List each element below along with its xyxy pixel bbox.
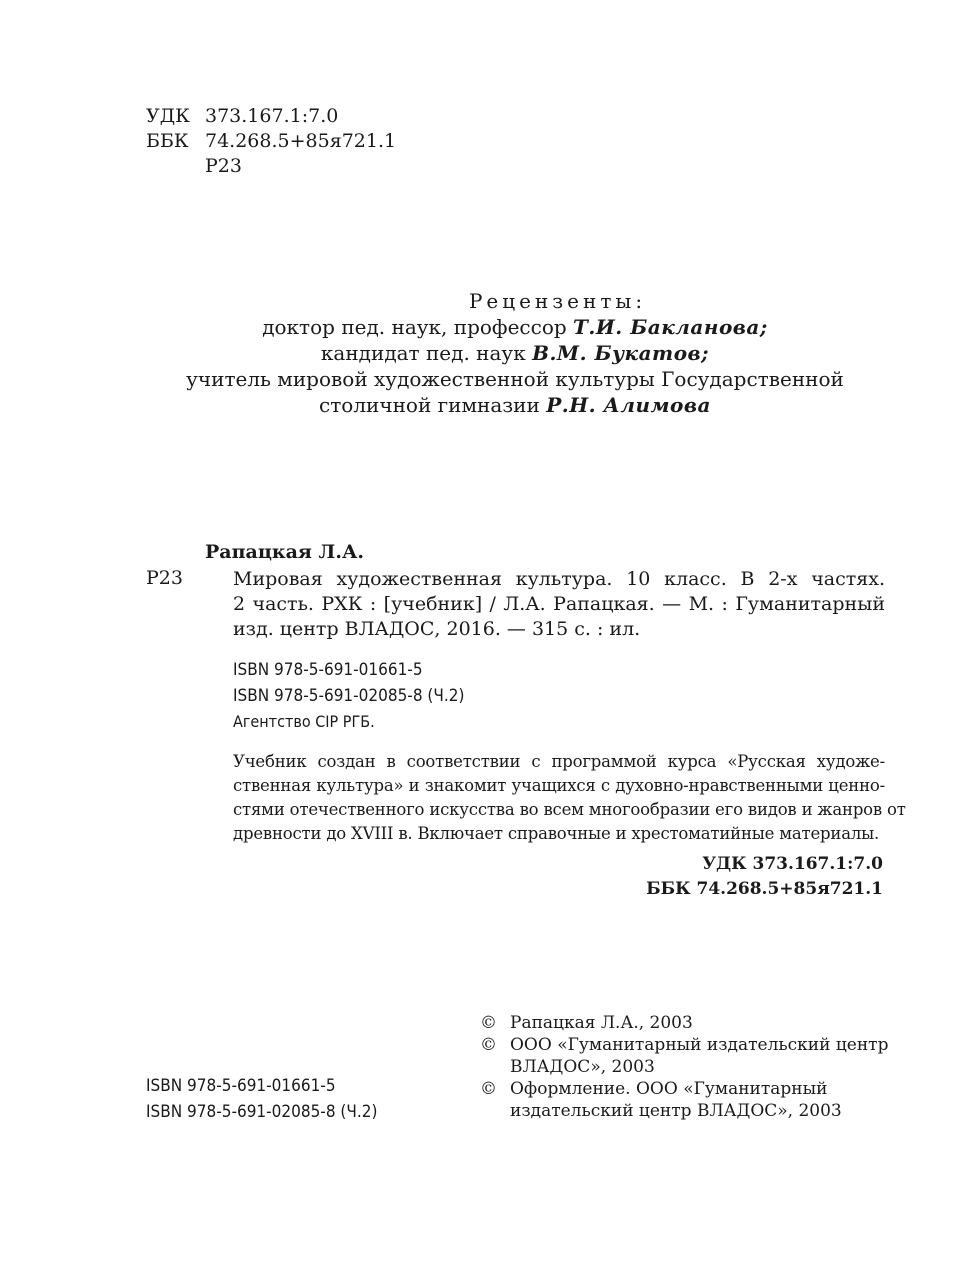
- description-line: Мировая художественная культура. 10 класс. В 2-х частях.: [233, 568, 885, 590]
- reviewer-name: Р.Н. Алимова: [546, 393, 711, 417]
- author-mark: Р23: [205, 155, 242, 177]
- abstract-line: Учебник создан в соответствии с программой курса «Русская художе-: [233, 752, 885, 771]
- reviewer-line: кандидат пед. наук В.М. Букатов;: [320, 341, 710, 365]
- abstract-line: ственная культура» и знакомит учащихся с духовно-нравственными ценно-: [233, 776, 885, 795]
- udk-value: 373.167.1:7.0: [205, 105, 339, 127]
- bbk-value: 74.268.5+85я721.1: [205, 130, 397, 152]
- reviewer-name: В.М. Букатов;: [532, 341, 710, 365]
- abstract-line: стями отечественного искусства во всем многообразии его видов и жанров от: [233, 800, 906, 819]
- description-line: изд. центр ВЛАДОС, 2016. — 315 с. : ил.: [233, 618, 641, 640]
- bbk-label: ББК: [146, 130, 189, 152]
- reviewers-block: [0, 288, 975, 418]
- description-line: 2 часть. РХК : [учебник] / Л.А. Рапацкая. — М. : Гуманитарный: [233, 593, 885, 615]
- reviewer-line: доктор пед. наук, профессор Т.И. Бакланова;: [262, 315, 768, 339]
- abstract-line: древности до XVIII в. Включает справочные и хрестоматийные материалы.: [233, 824, 880, 843]
- bbk-right: ББК 74.268.5+85я721.1: [646, 879, 883, 899]
- book-description: [233, 567, 885, 642]
- copyright-icon: ©: [480, 1013, 497, 1033]
- classification-block: [146, 104, 396, 179]
- reviewer-name: Т.И. Бакланова;: [573, 315, 768, 339]
- isbn-block: [233, 657, 464, 735]
- copyright-entry: © Рапацкая Л.А., 2003: [480, 1013, 693, 1033]
- copyright-block: [480, 1012, 888, 1122]
- udk-right: УДК 373.167.1:7.0: [702, 854, 883, 874]
- isbn-line: ISBN 978-5-691-01661-5: [146, 1076, 336, 1096]
- cip-agency: Агентство CIP РГБ.: [233, 712, 375, 731]
- isbn-line: ISBN 978-5-691-02085-8 (Ч.2): [146, 1102, 378, 1122]
- isbn-bottom: [146, 1073, 377, 1125]
- copyright-icon: ©: [480, 1079, 497, 1099]
- copyright-icon: ©: [480, 1035, 497, 1055]
- isbn-line: ISBN 978-5-691-01661-5: [233, 660, 423, 680]
- copyright-entry: © ООО «Гуманитарный издательский центр ВЛАДОС», 2003: [480, 1035, 889, 1077]
- reviewer-line: учитель мировой художественной культуры Государственной: [186, 367, 844, 391]
- abstract: [233, 750, 906, 846]
- book-author: Рапацкая Л.А.: [205, 541, 365, 563]
- classification-right: [646, 852, 883, 902]
- reviewers-heading: Рецензенты:: [468, 289, 647, 313]
- book-code: Р23: [146, 567, 183, 589]
- reviewer-line: столичной гимназии Р.Н. Алимова: [319, 393, 711, 417]
- udk-label: УДК: [146, 105, 190, 127]
- copyright-entry: © Оформление. ООО «Гуманитарный издательский центр ВЛАДОС», 2003: [480, 1079, 842, 1121]
- isbn-line: ISBN 978-5-691-02085-8 (Ч.2): [233, 686, 465, 706]
